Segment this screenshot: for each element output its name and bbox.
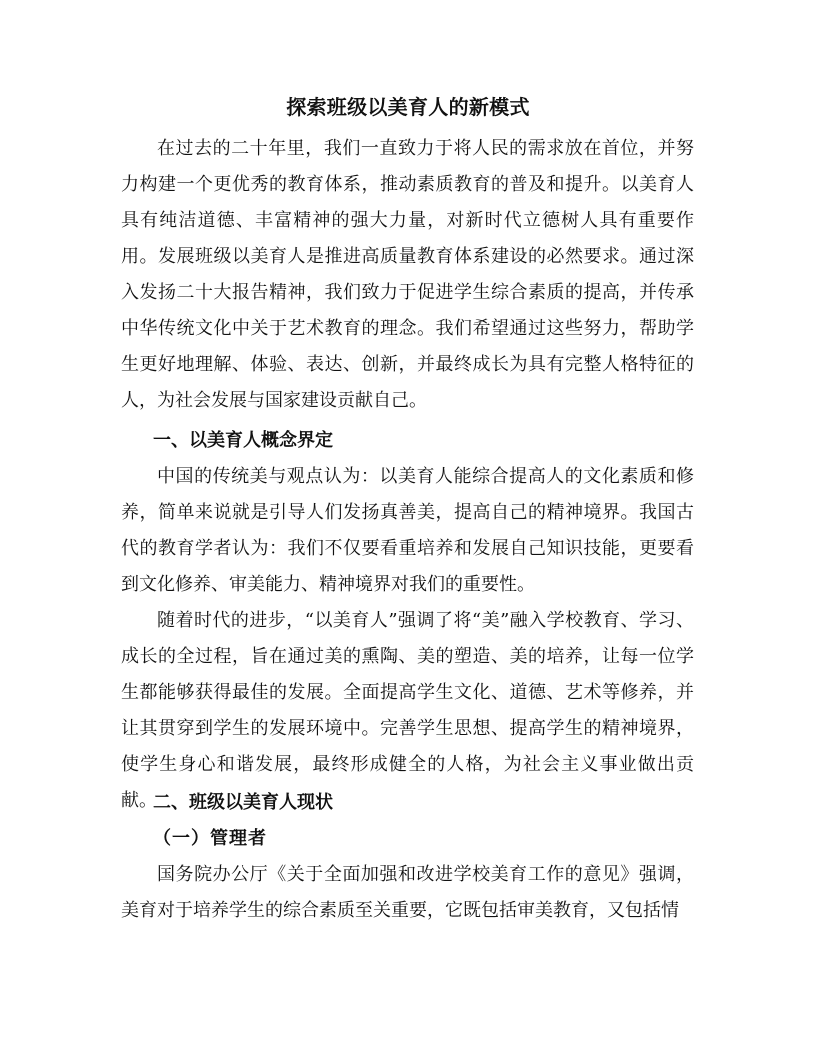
intro-paragraph: 在过去的二十年里，我们一直致力于将人民的需求放在首位，并努力构建一个更优秀的教育体系，推动素质教育的普及和提升。以美育人具有纯洁道德、丰富精神的强大力量，对新时代立德树人具有重要作用。发展班级以美育人是推进高质量教育体系建设的必然要求。通过深入发扬二十大报告精神，我们致力于促进学生综合素质的提高，并传承中华传统文化中关于艺术教育的理念。我们希望通过这些努力，帮助学生更好地理解、体验、表达、创新，并最终成长为具有完整人格特征的人，为社会发展与国家建设贡献自己。 — [121, 138, 694, 411]
document-title: 探索班级以美育人的新模式 — [286, 95, 530, 119]
section-heading-concept: 一、以美育人概念界定 — [153, 430, 333, 451]
concept-paragraph-1: 中国的传统美与观点认为：以美育人能综合提高人的文化素质和修养，简单来说就是引导人们发扬真善美，提高自己的精神境界。我国古代的教育学者认为：我们不仅要看重培养和发展自己知识技能，更要看到文化修养、审美能力、精神境界对我们的重要性。 — [121, 466, 694, 595]
manager-paragraph: 国务院办公厅《关于全面加强和改进学校美育工作的意见》强调，美育对于培养学生的综合素质至关重要，它既包括审美教育，又包括情 — [121, 864, 694, 921]
section-heading-status: 二、班级以美育人现状 — [153, 792, 333, 813]
concept-paragraph-2: 随着时代的进步，“以美育人”强调了将“美”融入学校教育、学习、成长的全过程，旨在通过美的熏陶、美的塑造、美的培养，让每一位学生都能够获得最佳的发展。全面提高学生文化、道德、艺术等修养，并让其贯穿到学生的发展环境中。完善学生思想、提高学生的精神境界，使学生身心和谐发展，最终形成健全的人格，为社会主义事业做出贡献。 — [121, 610, 694, 811]
subsection-heading-manager: （一）管理者 — [153, 828, 267, 849]
